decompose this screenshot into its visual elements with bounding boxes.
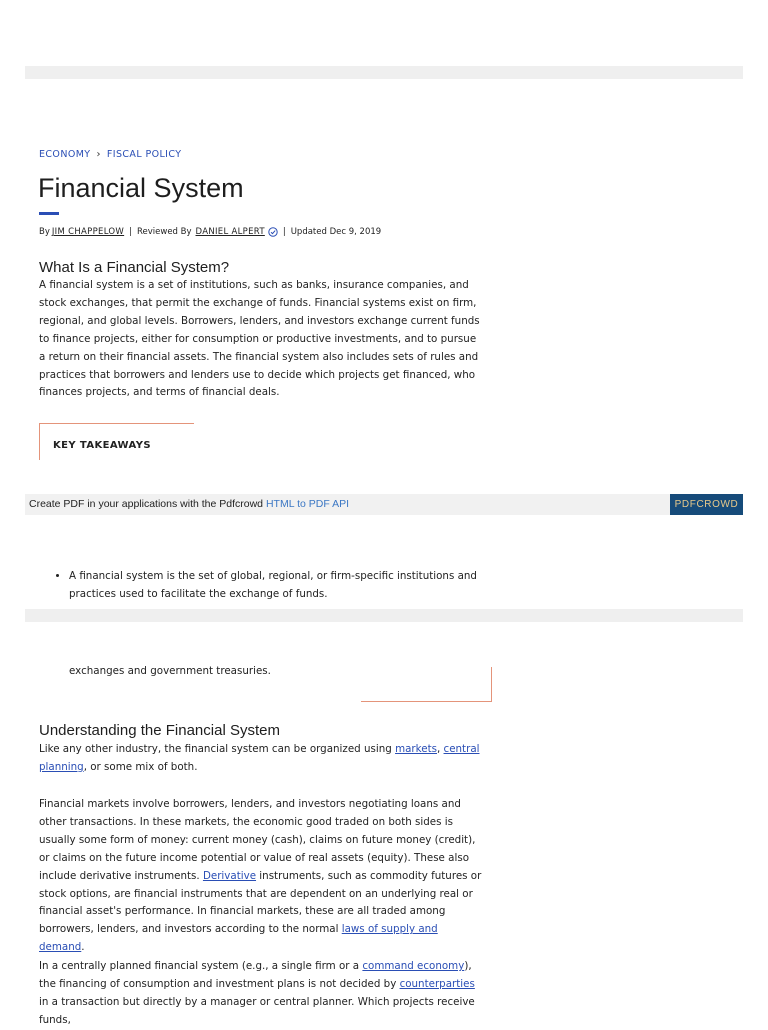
central-planning-link[interactable]: central planning [39,743,480,773]
paragraph-text: In a centrally planned financial system (e.g., a single firm or a [39,960,363,972]
paragraph-text: ), the financing of consumption and investment plans is not decided by [39,960,472,990]
paragraph-text: , or some mix of both. [83,760,198,773]
page-break-band-top [25,66,743,79]
section-paragraph: A financial system is a set of institutions, such as banks, insurance companies, and stock exchanges, that permit the exchange of funds. Financial systems exist on firm, regional, and global levels. Borrowers, lenders, and investors exchange current funds to finance projects, either for consumption or productive investments, and to pursue a return on their financial assets. The financial system also includes sets of rules and practices that borrowers and lenders use to decide which projects get financed, who finances projects, and terms of financial deals. [39,279,480,399]
pdfcrowd-badge[interactable]: PDFCROWD [670,494,743,515]
section-paragraph [39,796,484,957]
byline-divider: | [282,227,286,237]
command-economy-link[interactable]: command economy [362,960,465,972]
reviewed-by-label: Reviewed By [137,227,192,237]
byline-divider: | [129,227,132,237]
paragraph-text: Financial markets involve borrowers, lenders, and investors negotiating loans and other transactions. In these markets, the economic good traded on both sides is usually some form of money: current money (cash), claims on future money (credit), or claims on the future income potential or value of real assets (equity). These also include derivative instruments. [39,798,476,882]
paragraph-text: Like any other industry, the financial system can be organized using [39,743,396,755]
breadcrumb-item-economy[interactable]: ECONOMY [39,149,91,160]
paragraph-text: . [81,941,85,954]
updated-date: Updated Dec 9, 2019 [290,227,382,237]
counterparties-link[interactable]: counterparties [399,977,475,990]
pdf-banner-text: Create PDF in your applications with the Pdfcrowd [29,498,266,510]
pdf-banner-message [29,498,349,510]
verified-check-icon [268,227,278,237]
section-heading-understanding: Understanding the Financial System [39,722,280,739]
paragraph-text: instruments, such as commodity futures or stock options, are financial instruments that are dependent on an underlying real or financial asset's performance. In financial markets, these are all traded among borrowers, lenders, and investors according to the normal [39,869,482,936]
section-paragraph [39,741,484,777]
list-item: • A financial system is the set of global, regional, or firm-specific institutions and practices used to facilitate the exchange of funds. [69,568,489,603]
by-label: By [39,227,50,237]
page-break-band-middle [25,609,743,622]
reviewer-link[interactable]: DANIEL ALPERT [195,227,265,237]
byline [39,227,381,237]
pdf-api-link[interactable]: HTML to PDF API [265,498,349,510]
section-paragraph [39,958,484,1030]
title-underline-accent [39,212,59,215]
key-takeaways-box-border [491,667,492,702]
derivative-link[interactable]: Derivative [202,869,257,882]
key-takeaways-label: KEY TAKEAWAYS [53,440,151,451]
key-takeaways-list [55,568,489,603]
page-title: Financial System [38,173,244,203]
takeaway-continuation: exchanges and government treasuries. [69,665,271,677]
paragraph-text: , [436,743,444,755]
pdf-banner [25,494,743,515]
chevron-right-icon: › [96,149,101,160]
breadcrumb-item-fiscal-policy[interactable]: FISCAL POLICY [106,149,182,160]
markets-link[interactable]: markets [395,743,437,755]
supply-demand-link[interactable]: laws of supply and demand [39,923,438,954]
section-heading-what-is: What Is a Financial System? [39,259,230,276]
key-takeaways-box-border [361,701,492,702]
author-link[interactable]: JIM CHAPPELOW [51,227,125,237]
paragraph-text: in a transaction but directly by a manager or central planner. Which projects receive funds, [39,995,475,1026]
breadcrumb [39,149,181,160]
